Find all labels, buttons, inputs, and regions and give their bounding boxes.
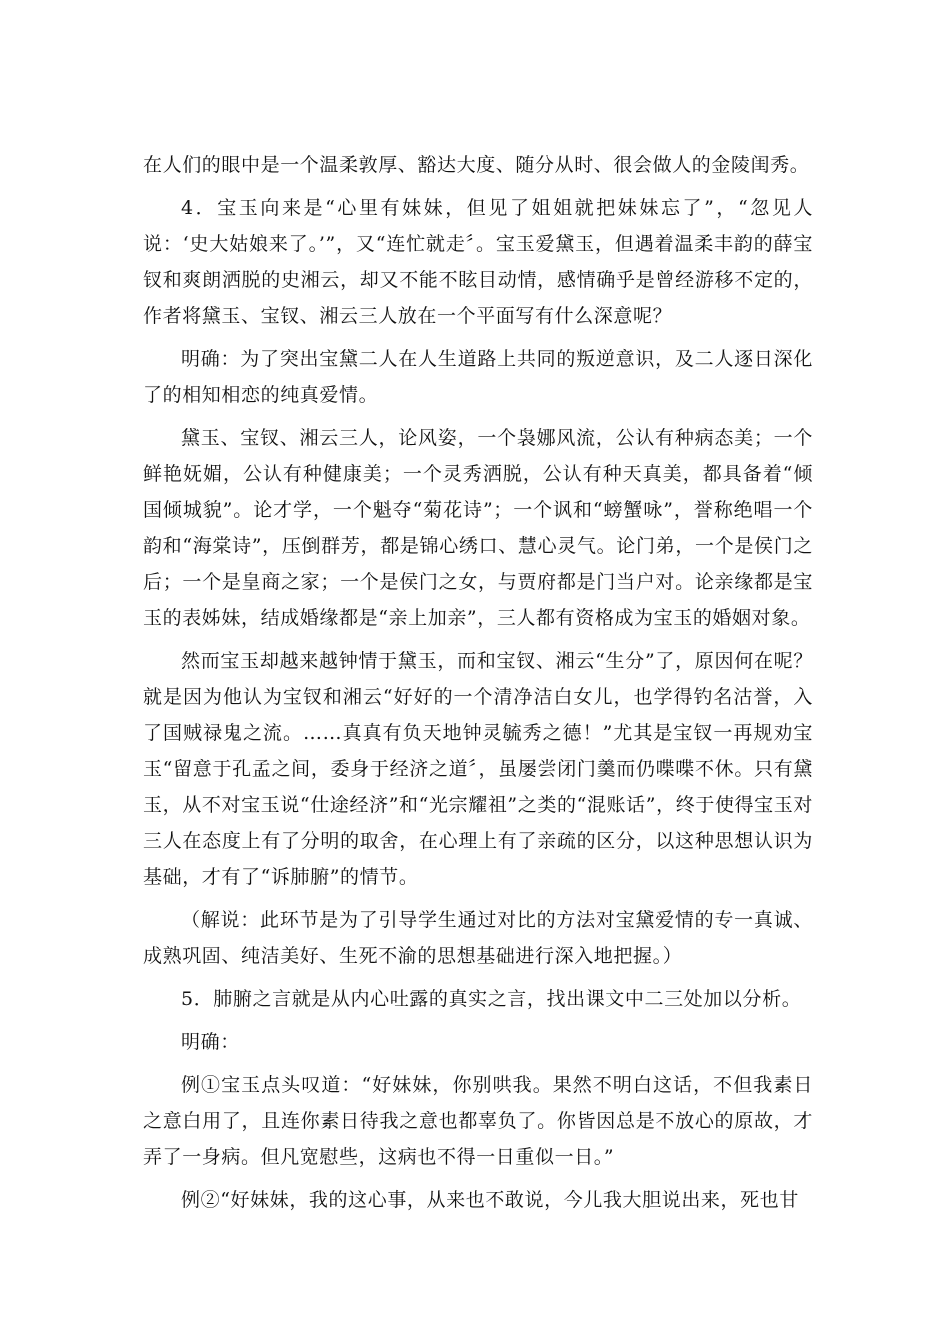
paragraph-reason: 然而宝玉却越来越钟情于黛玉，而和宝钗、湘云“生分”了，原因何在呢？就是因为他认为宝钗和湘云“好好的一个清净洁白女儿，也学得钓名沽誉，入了国贼禄鬼之流。……真真有负天地钟灵毓秀之德！”尤其是宝钗一再规劝宝玉“留意于孔孟之间，委身于经济之道〞，虽屡尝闭门羹而仍喋喋不休。只有黛玉，从不对宝玉说“仕途经济”和“光宗耀祖”之类的“混账话”，终于使得宝玉对三人在态度上有了分明的取舍，在心理上有了亲疏的区分，以这种思想认识为基础，才有了“诉肺腑”的情节。: [143, 650, 813, 888]
paragraph-comparison: 黛玉、宝钗、湘云三人，论风姿，一个袅娜风流，公认有种病态美；一个鲜艳妩媚，公认有种健康美；一个灵秀洒脱，公认有种天真美，都具备着“倾国倾城貌”。论才学，一个魁夺“菊花诗”；一个讽和“螃蟹咏”，誉称绝唱一个韵和“海棠诗”，压倒群芳，都是锦心绣口、慧心灵气。论门弟，一个是侯门之后；一个是皇商之家；一个是侯门之女，与贾府都是门当户对。论亲缘都是宝玉的表姊妹，结成婚缘都是“亲上加亲”，三人都有资格成为宝玉的婚姻对象。: [143, 427, 813, 629]
paragraph-explanation: （解说：此环节是为了引导学生通过对比的方法对宝黛爱情的专一真诚、成熟巩固、纯洁美好、生死不渝的思想基础进行深入地把握。）: [143, 909, 813, 967]
paragraph-question-5: 5．肺腑之言就是从内心吐露的真实之言，找出课文中二三处加以分析。: [181, 988, 802, 1010]
paragraph-continuation: 在人们的眼中是一个温柔敦厚、豁达大度、随分从时、很会做人的金陵闺秀。: [143, 154, 810, 176]
paragraph-answer-label: 明确：: [181, 1031, 240, 1053]
paragraph-example-2: 例②“好妹妹，我的这心事，从来也不敢说，今儿我大胆说出来，死也甘: [181, 1189, 799, 1211]
paragraph-answer-4: 明确：为了突出宝黛二人在人生道路上共同的叛逆意识，及二人逐日深化了的相知相恋的纯真爱情。: [143, 348, 813, 406]
document-body: [143, 147, 813, 1218]
paragraph-question-4: 4．宝玉向来是“心里有妹妹，但见了姐姐就把妹妹忘了”，“忽见人说：‘史大姑娘来了。’”，又“连忙就走〞。宝玉爱黛玉，但遇着温柔丰韵的薛宝钗和爽朗洒脱的史湘云，却又不能不眩目动情，感情确乎是曾经游移不定的，作者将黛玉、宝钗、湘云三人放在一个平面写有什么深意呢？: [143, 197, 813, 327]
paragraph-example-1: 例①宝玉点头叹道：“好妹妹，你别哄我。果然不明白这话，不但我素日之意白用了，且连你素日待我之意也都辜负了。你皆因总是不放心的原故，才弄了一身病。但凡宽慰些，这病也不得一日重似一日。”: [143, 1074, 813, 1168]
